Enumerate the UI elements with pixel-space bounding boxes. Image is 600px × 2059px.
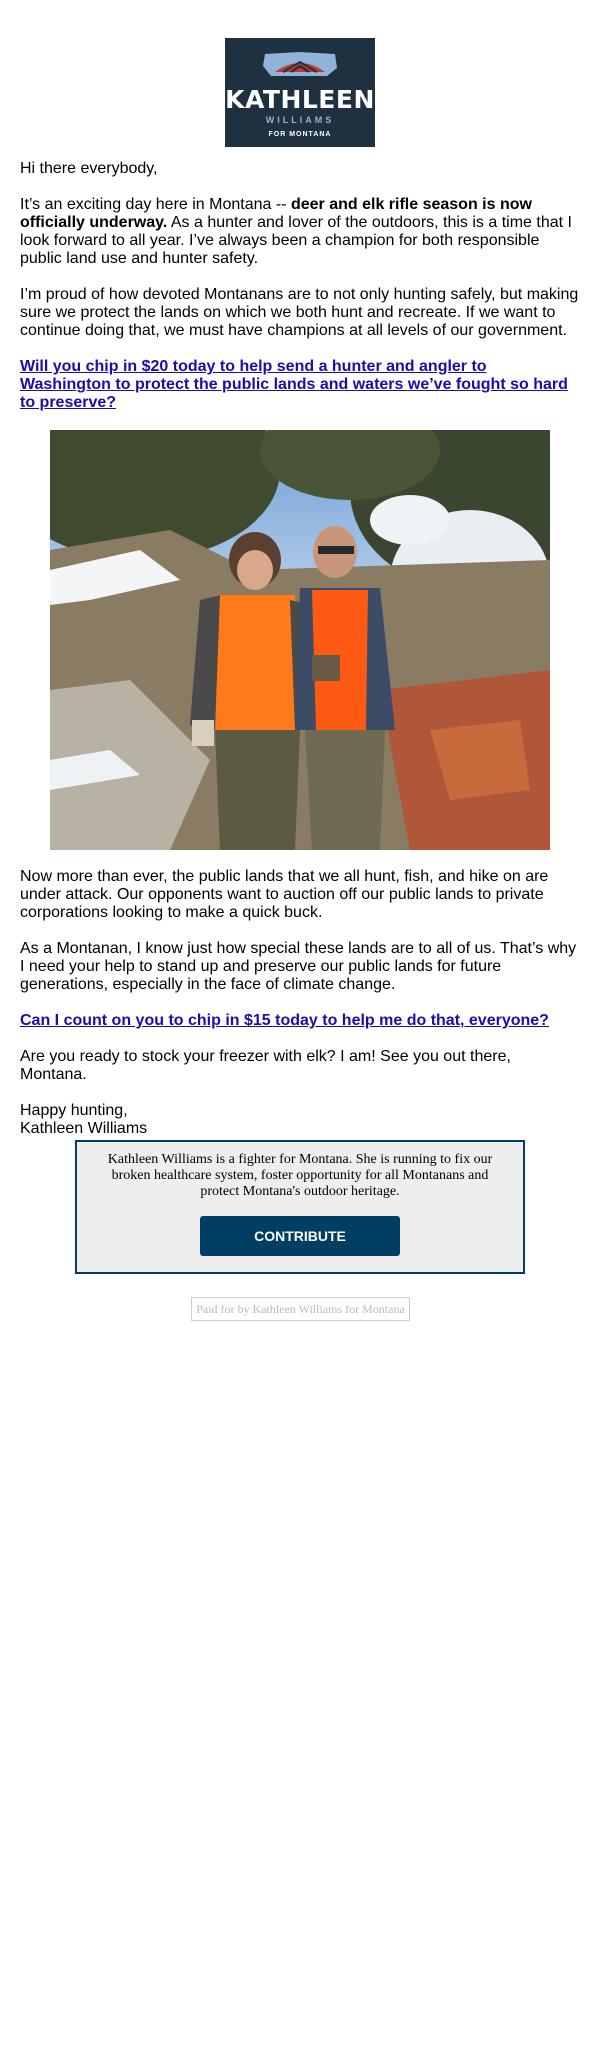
ask-paragraph-1 — [20, 358, 580, 412]
signature: Kathleen Williams — [20, 1120, 148, 1137]
donate-link-20[interactable]: Will you chip in $20 today to help send a hunter and angler to Washington to protect the public lands and waters we’ve fought so hard to preserve? — [20, 358, 568, 411]
footer-box — [75, 1140, 525, 1274]
paragraph-3: Now more than ever, the public lands that we all hunt, fish, and hike on are under attack. Our opponents want to auction off our public lands to private corporations looking to make a quick buck. — [20, 868, 549, 921]
logo-subtitle: WILLIAMS — [265, 115, 335, 125]
photo-container — [20, 430, 580, 850]
ask-paragraph-2 — [20, 1012, 580, 1030]
campaign-logo[interactable] — [225, 38, 375, 147]
intro-paragraph — [20, 196, 580, 268]
intro-text-end: As a hunter and lover of the outdoors, this is a time that I look forward to all year. I’ve always been a champion for both responsible public land use and hunter safety. — [20, 214, 572, 267]
contribute-button[interactable]: CONTRIBUTE — [200, 1216, 400, 1256]
paragraph-4: As a Montanan, I know just how special these lands are to all of us. That’s why I need your help to stand up and preserve our public lands for future generations, especially in the face of climate change. — [20, 940, 577, 993]
montana-sunrise-logo-icon — [261, 50, 339, 80]
logo-tagline: FOR MONTANA — [268, 131, 332, 138]
intro-text-start: It’s an exciting day here in Montana -- — [20, 196, 291, 213]
footer-blurb: Kathleen Williams is a fighter for Montana. She is running to fix our broken healthcare system, foster opportunity for all Montanans and protect Montana's outdoor heritage. — [107, 1152, 493, 1199]
logo-name: KATHLEEN — [225, 85, 375, 114]
donate-link-15[interactable]: Can I count on you to chip in $15 today to help me do that, everyone? — [20, 1012, 549, 1029]
paid-for-disclaimer: Paid for by Kathleen Williams for Montana — [191, 1297, 410, 1321]
paragraph-2: I’m proud of how devoted Montanans are to not only hunting safely, but making sure we protect the lands on which we both hunt and recreate. If we want to continue doing that, we must have champions at all levels of our government. — [20, 286, 579, 339]
intro-bold-text: deer and elk rifle season is now officially underway. — [20, 196, 532, 231]
hunters-photo[interactable] — [50, 430, 550, 850]
email-body — [20, 160, 580, 1156]
greeting: Hi there everybody, — [20, 160, 158, 177]
signature-block — [20, 1102, 580, 1138]
signoff: Happy hunting, — [20, 1102, 128, 1119]
paragraph-5: Are you ready to stock your freezer with elk? I am! See you out there, Montana. — [20, 1048, 511, 1083]
